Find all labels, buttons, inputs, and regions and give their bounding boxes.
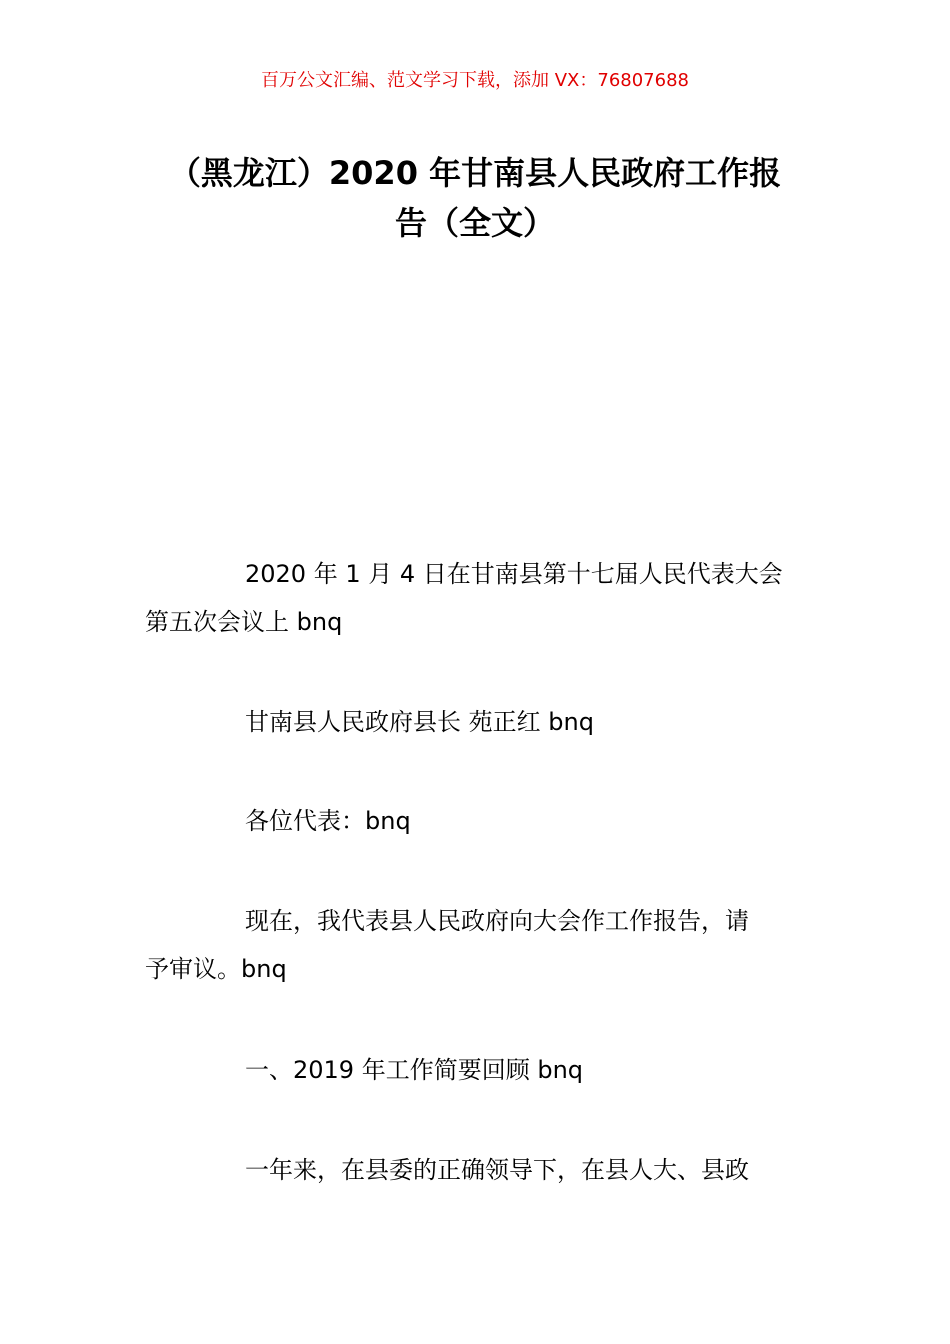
intro-paragraph: [145, 897, 810, 993]
salutation: 各位代表：bnq: [245, 807, 411, 835]
title-line-2: 告（全文）: [394, 204, 555, 242]
intro-line-2: 予审议。bnq: [145, 955, 287, 983]
speaker-line: 甘南县人民政府县长 苑正红 bnq: [245, 708, 594, 736]
meeting-info-line-1: 2020 年 1 月 4 日在甘南县第十七届人民代表大会: [245, 560, 783, 588]
meeting-info-line-2: 第五次会议上 bnq: [145, 608, 343, 636]
intro-line-1: 现在，我代表县人民政府向大会作工作报告，请: [245, 907, 749, 935]
document-title: [145, 148, 805, 248]
section-heading: 一、2019 年工作简要回顾 bnq: [245, 1056, 584, 1084]
header-note: 百万公文汇编、范文学习下载，添加 VX：76807688: [261, 70, 689, 91]
opening-paragraph: 一年来，在县委的正确领导下，在县人大、县政: [245, 1156, 749, 1184]
title-line-1: （黑龙江）2020 年甘南县人民政府工作报: [168, 154, 782, 192]
meeting-info-paragraph: [145, 550, 810, 646]
